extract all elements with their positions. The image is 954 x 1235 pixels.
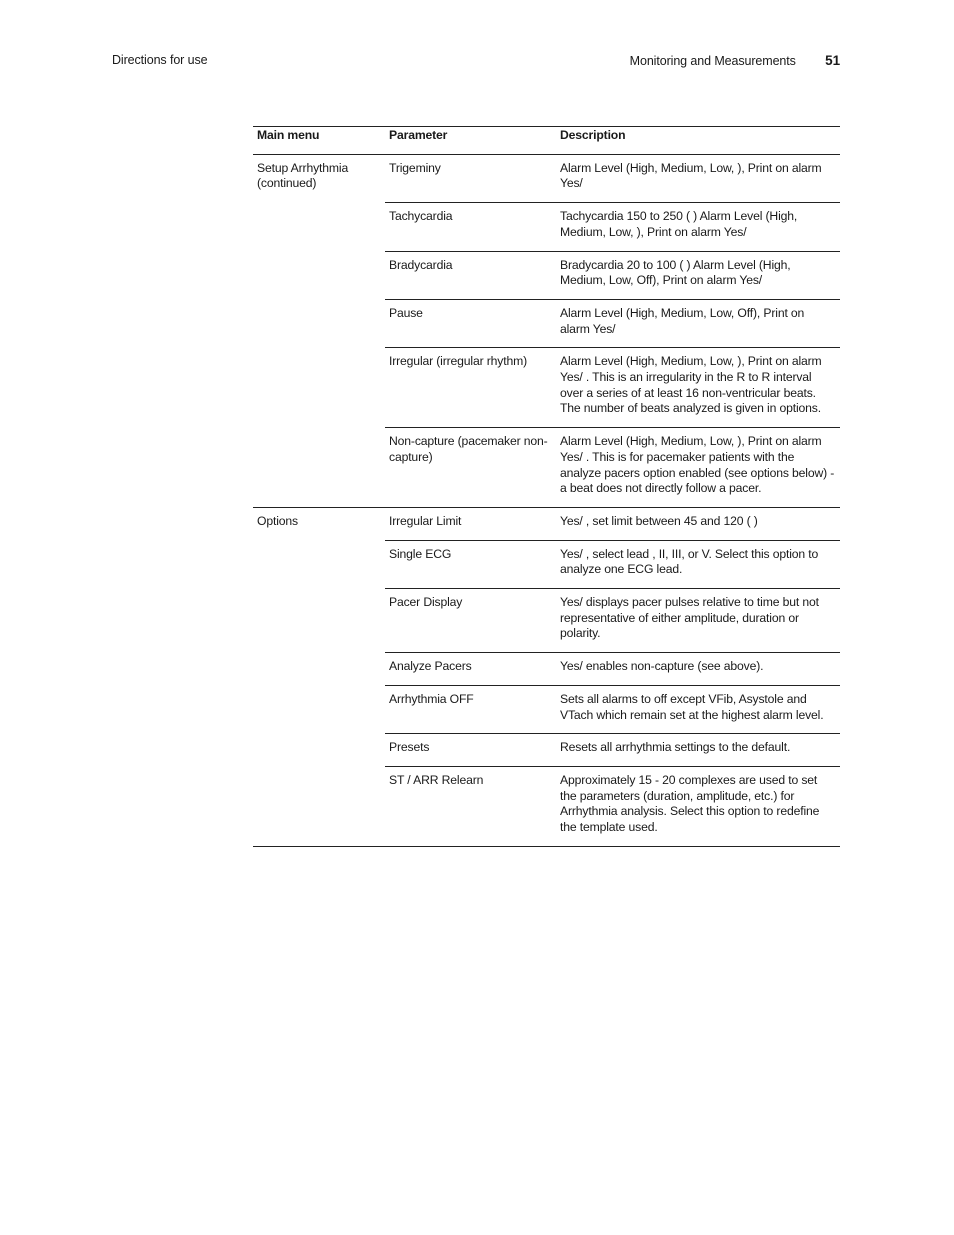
main-menu-cell-empty — [253, 653, 385, 686]
table-row — [253, 589, 840, 653]
table-row — [253, 348, 840, 428]
parameter-cell: ST / ARR Relearn — [385, 766, 556, 846]
description-cell: Yes/ , select lead , II, III, or V. Select this option to analyze one ECG lead. — [556, 540, 840, 588]
parameter-cell: Presets — [385, 734, 556, 767]
parameter-cell: Pacer Display — [385, 589, 556, 653]
table-row — [253, 734, 840, 767]
parameter-cell: Non-capture (pacemaker non-capture) — [385, 428, 556, 508]
table-row — [253, 428, 840, 508]
description-cell: Yes/ , set limit between 45 and 120 ( ) — [556, 507, 840, 540]
parameter-cell: Irregular Limit — [385, 507, 556, 540]
parameter-cell: Irregular (irregular rhythm) — [385, 348, 556, 428]
main-menu-cell-empty — [253, 766, 385, 846]
menu-parameter-table — [253, 126, 840, 847]
description-cell: Resets all arrhythmia settings to the default. — [556, 734, 840, 767]
main-menu-cell: Options — [257, 513, 298, 528]
main-menu-cell-empty — [253, 428, 385, 508]
main-menu-cell: Setup Arrhythmia (continued) — [257, 160, 349, 191]
parameter-cell: Pause — [385, 299, 556, 347]
table-row — [253, 251, 840, 299]
parameter-cell: Trigeminy — [385, 154, 556, 202]
parameter-cell: Analyze Pacers — [385, 653, 556, 686]
description-cell: Approximately 15 - 20 complexes are used to set the parameters (duration, amplitude, etc.) for Arrhythmia analysis. Select this option to redefine the template used. — [556, 766, 840, 846]
main-menu-cell-empty — [253, 203, 385, 251]
parameter-cell: Arrhythmia OFF — [385, 685, 556, 733]
description-cell: Alarm Level (High, Medium, Low, Off), Print on alarm Yes/ — [556, 299, 840, 347]
column-header-description: Description — [556, 127, 840, 155]
parameter-cell: Tachycardia — [385, 203, 556, 251]
main-menu-cell-empty — [253, 251, 385, 299]
parameter-cell: Single ECG — [385, 540, 556, 588]
main-menu-cell-empty — [253, 348, 385, 428]
description-cell: Alarm Level (High, Medium, Low, ), Print on alarm Yes/ . This is for pacemaker patients with the analyze pacers option enabled (see options below) - a beat does not directly follow a pacer. — [556, 428, 840, 508]
main-menu-cell-empty — [253, 589, 385, 653]
table-row — [253, 203, 840, 251]
description-cell: Yes/ enables non-capture (see above). — [556, 653, 840, 686]
column-header-parameter: Parameter — [385, 127, 556, 155]
table-row — [253, 154, 840, 202]
main-menu-cell-empty — [253, 734, 385, 767]
table-row — [253, 299, 840, 347]
description-cell: Alarm Level (High, Medium, Low, ), Print on alarm Yes/ — [556, 154, 840, 202]
header-right — [630, 53, 840, 68]
column-header-main-menu: Main menu — [253, 127, 385, 155]
main-menu-cell-empty — [253, 299, 385, 347]
table-row — [253, 685, 840, 733]
description-cell: Bradycardia 20 to 100 ( ) Alarm Level (High, Medium, Low, Off), Print on alarm Yes/ — [556, 251, 840, 299]
section-title: Monitoring and Measurements — [629, 54, 796, 68]
main-menu-cell-empty — [253, 685, 385, 733]
description-cell: Yes/ displays pacer pulses relative to time but not representative of either amplitude, duration or polarity. — [556, 589, 840, 653]
description-cell: Sets all alarms to off except VFib, Asystole and VTach which remain set at the highest alarm level. — [556, 685, 840, 733]
parameter-cell: Bradycardia — [385, 251, 556, 299]
main-menu-cell-empty — [253, 540, 385, 588]
table-row — [253, 653, 840, 686]
description-cell: Tachycardia 150 to 250 ( ) Alarm Level (High, Medium, Low, ), Print on alarm Yes/ — [556, 203, 840, 251]
table-row — [253, 766, 840, 846]
table-header-row — [253, 127, 840, 155]
table-row — [253, 507, 840, 540]
table-row — [253, 540, 840, 588]
description-cell: Alarm Level (High, Medium, Low, ), Print on alarm Yes/ . This is an irregularity in the R to R interval over a series of at least 16 non-ventricular beats. The number of beats analyzed is given in options. — [556, 348, 840, 428]
document-title: Directions for use — [112, 53, 208, 67]
running-header — [112, 53, 840, 71]
page-number: 51 — [825, 53, 840, 68]
